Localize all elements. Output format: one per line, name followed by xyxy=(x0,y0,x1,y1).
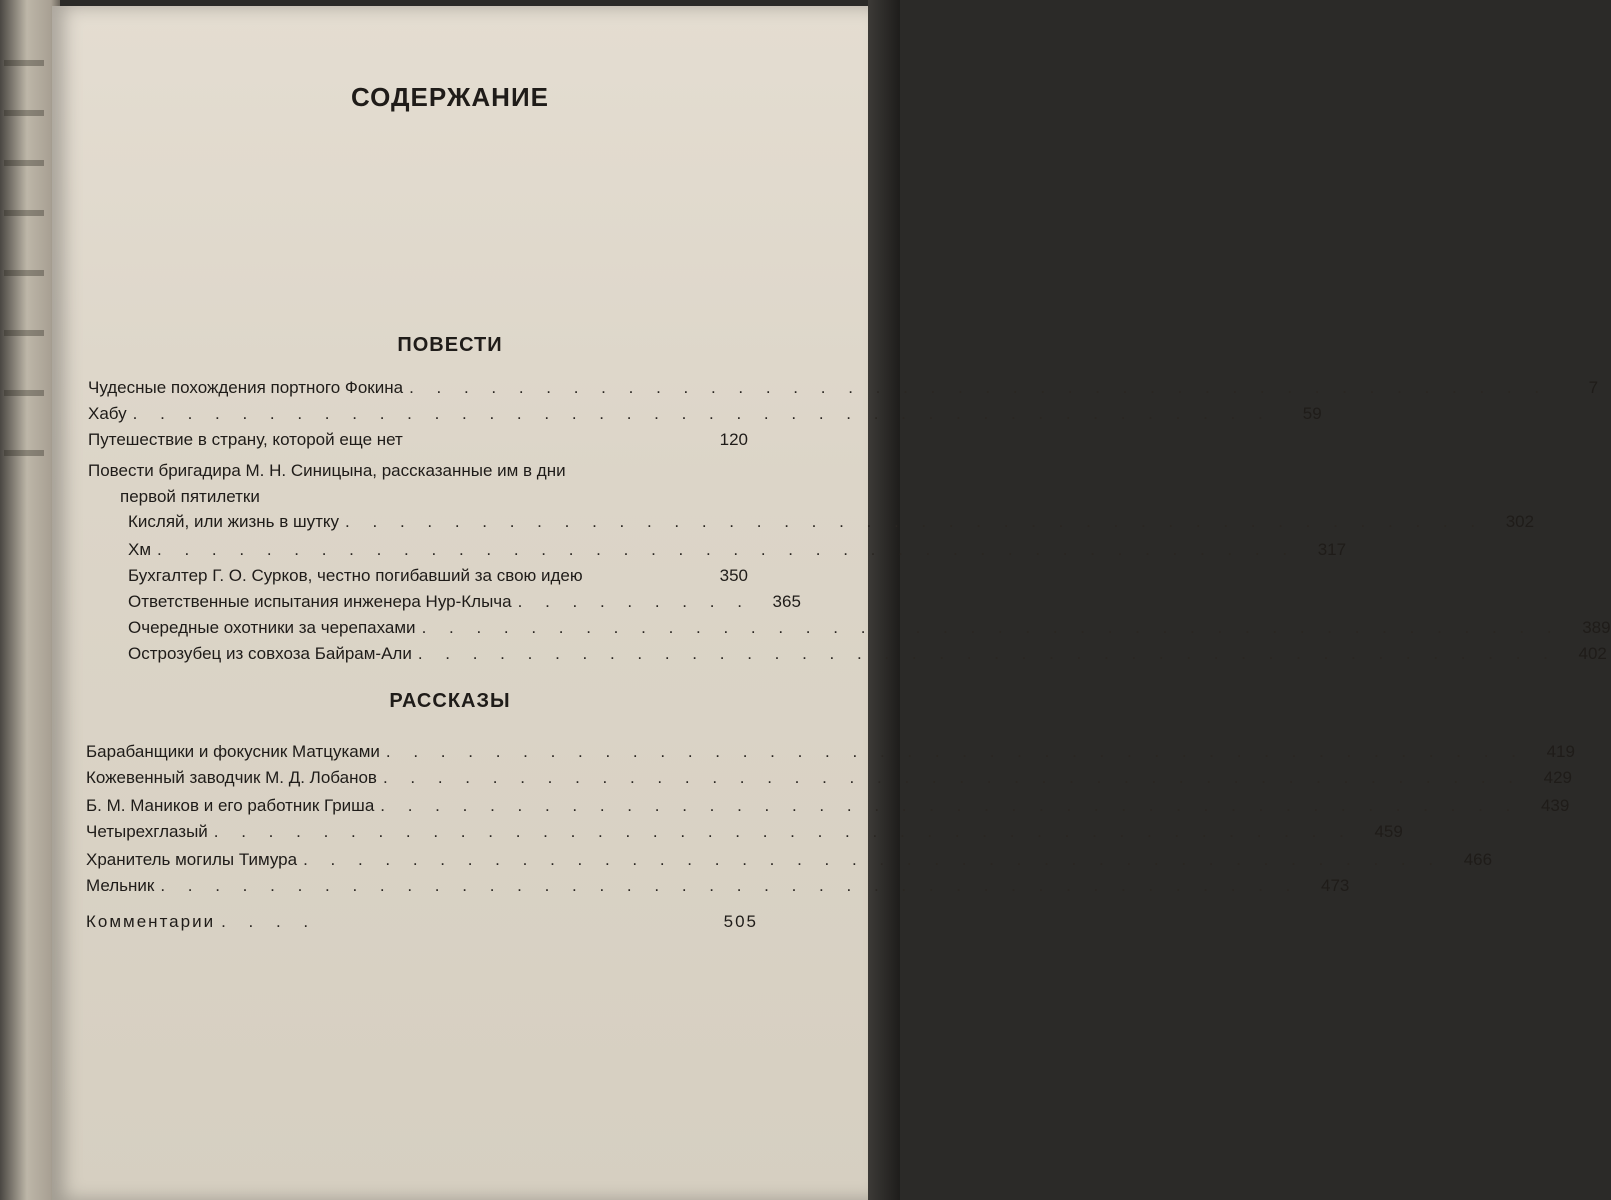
toc-entry-page: 439 xyxy=(1540,796,1570,815)
toc-entry xyxy=(86,850,1493,878)
section-heading-rasskazy: РАССКАЗЫ xyxy=(389,690,511,712)
dot-leader: . . . . . . . . . . . . . . . . . . . . . . . . . . . . . . . . . . . . . . . . . . xyxy=(303,850,1443,869)
toc-entry-page: 365 xyxy=(772,592,801,611)
toc-subentry xyxy=(128,566,748,594)
toc-entry-page: 466 xyxy=(1463,850,1493,869)
dot-leader: . . . . . . . . . . . . . . . . . . . . . . . . . . . . . . . . . . . . . . . . . . xyxy=(409,378,1549,397)
dot-leader: . . . . . . . . . . . . . . . . . . . . . . . . . . . . . . . . . . . . . . . . . . xyxy=(132,404,1272,423)
adjacent-page-edge xyxy=(0,0,60,1200)
toc-entry xyxy=(88,378,1599,406)
toc-entry xyxy=(86,796,1570,824)
toc-entry-title: Кожевенный заводчик М. Д. Лобанов xyxy=(86,768,377,787)
toc-entry xyxy=(86,876,1350,904)
toc-entry-page: 59 xyxy=(1302,404,1322,423)
toc-group-title-line: Повести бригадира М. Н. Синицына, рассказанные им в дни xyxy=(88,461,566,480)
toc-entry-title: Хабу xyxy=(88,404,127,423)
toc-subentry xyxy=(128,540,1347,568)
toc-entry-title: Бухгалтер Г. О. Сурков, честно погибавший за свою идею xyxy=(128,566,583,585)
toc-entry xyxy=(86,768,1572,796)
toc-entry-page: 317 xyxy=(1317,540,1347,559)
toc-entry xyxy=(86,742,1575,770)
dot-leader: . . . . . . . . . . . . . . . . . . . . . . . . . . . . . . . . . . . . . . . . . . xyxy=(417,644,1557,663)
dot-leader: . . . . xyxy=(221,912,318,931)
toc-entry-title: Хранитель могилы Тимура xyxy=(86,850,298,869)
dot-leader: . . . . . . . . . xyxy=(517,592,751,611)
toc-entry-page: 505 xyxy=(723,912,758,931)
toc-entry xyxy=(88,430,748,458)
toc-entry-page: 429 xyxy=(1543,768,1572,787)
toc-entry xyxy=(88,404,1322,432)
page-title: СОДЕРЖАНИЕ xyxy=(351,82,549,112)
toc-entry-page: 402 xyxy=(1578,644,1607,663)
dot-leader: . . . . . . . . . . . . . . . . . . . . . . . . . . . . . . . . . . . . . . . . . . xyxy=(421,618,1561,637)
toc-subentry xyxy=(128,618,1611,646)
toc-entry-page: 473 xyxy=(1321,876,1350,895)
toc-entry-commentary xyxy=(86,912,758,940)
toc-subentry xyxy=(128,592,801,620)
toc-entry-title: Острозубец из совхоза Байрам-Али xyxy=(128,644,412,663)
toc-entry-page: 389 xyxy=(1582,618,1611,637)
toc-subentry xyxy=(128,644,1607,672)
dot-leader: . . . . . . . . . . . . . . . . . . . . . . . . . . . . . . . . . . . . . . . . . . xyxy=(382,768,1522,787)
toc-entry-title: Очередные охотники за черепахами xyxy=(128,618,416,637)
toc-entry-page: 350 xyxy=(719,566,748,585)
dot-leader: . . . . . . . . . . . . . . . . . . . . . . . . . . . . . . . . . . . . . . . . . . xyxy=(157,540,1297,559)
toc-entry-page: 302 xyxy=(1505,512,1535,531)
toc-subentry xyxy=(128,512,1535,540)
toc-entry-title: Хм xyxy=(128,540,152,559)
dot-leader: . . . . . . . . . . . . . . . . . . . . . . . . . . . . . . . . . . . . . . . . . . xyxy=(213,822,1353,841)
toc-entry-title: Кисляй, или жизнь в шутку xyxy=(128,512,340,531)
dot-leader: . . . . . . . . . . . . . . . . . . . . . . . . . . . . . . . . . . . . . . . . . . xyxy=(345,512,1485,531)
toc-entry-title: Путешествие в страну, которой еще нет xyxy=(88,430,403,449)
toc-entry-title: Барабанщики и фокусник Матцуками xyxy=(86,742,380,761)
dot-leader: . . . . . . . . . . . . . . . . . . . . . . . . . . . . . . . . . . . . . . . . . . xyxy=(385,742,1525,761)
toc-entry xyxy=(86,822,1403,850)
section-heading-povesti: ПОВЕСТИ xyxy=(397,334,503,356)
dot-leader: . . . . . . . . . . . . . . . . . . . . . . . . . . . . . . . . . . . . . . . . . . xyxy=(160,876,1300,895)
toc-entry-title: Мельник xyxy=(86,876,155,895)
toc-entry-title: Четырехглазый xyxy=(86,822,208,841)
toc-entry-page: 419 xyxy=(1546,742,1575,761)
toc-entry-title: Ответственные испытания инженера Нур-Клыча xyxy=(128,592,512,611)
toc-entry-title: Чудесные похождения портного Фокина xyxy=(88,378,404,397)
background-edge xyxy=(868,0,900,1200)
toc-group-title-line: первой пятилетки xyxy=(120,487,260,506)
toc-entry-page: 120 xyxy=(719,430,748,449)
dot-leader: . . . . . . . . . . . . . . . . . . . . . . . . . . . . . . . . . . . . . . . . . . xyxy=(380,796,1520,815)
toc-entry-page: 7 xyxy=(1588,378,1599,397)
toc-entry-title: Б. М. Маников и его работник Гриша xyxy=(86,796,375,815)
toc-entry-page: 459 xyxy=(1374,822,1403,841)
toc-entry-title: Комментарии xyxy=(86,912,216,931)
